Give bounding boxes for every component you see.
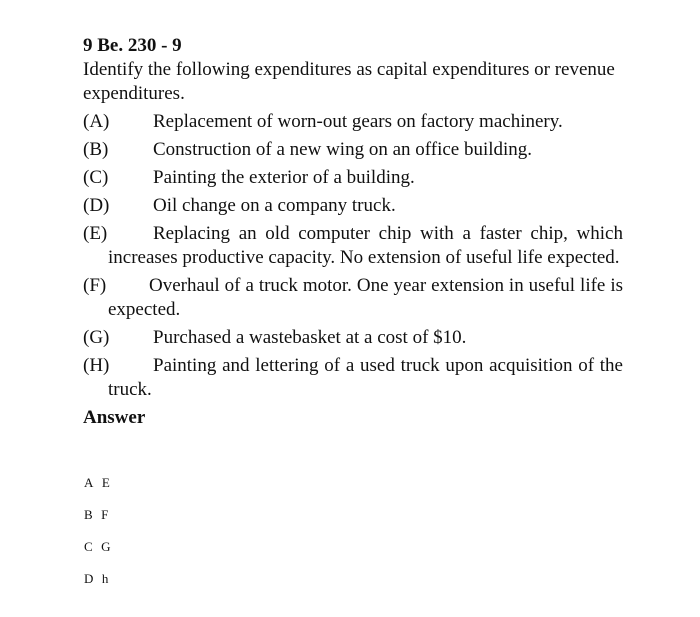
item-b [83, 138, 623, 162]
item-tag: (F) [83, 275, 107, 296]
answer-left: D [84, 571, 94, 586]
item-tag: (H) [83, 355, 110, 376]
item-text: Painting the exterior of a building. [153, 167, 415, 188]
answer-row [84, 507, 111, 523]
question-block [83, 34, 623, 430]
item-text: Painting and lettering of a used truck upon acquisition of the truck. [108, 355, 623, 400]
item-text: Replacing an old computer chip with a faster chip, which increases productive capacity. No extension of useful life expected. [108, 223, 623, 268]
answer-left: A [84, 475, 94, 490]
item-f [83, 274, 623, 322]
answer-left: B [84, 507, 94, 522]
answer-row [84, 475, 111, 491]
item-h [83, 354, 623, 402]
item-text: Purchased a wastebasket at a cost of $10. [153, 327, 467, 348]
item-tag: (A) [83, 111, 110, 132]
answer-row [84, 571, 111, 587]
item-c [83, 166, 623, 190]
item-text: Oil change on a company truck. [153, 195, 396, 216]
item-text: Replacement of worn-out gears on factory machinery. [153, 111, 563, 132]
question-heading: 9 Be. 230 - 9 [83, 35, 182, 56]
answer-list [84, 475, 111, 603]
item-g [83, 326, 623, 350]
item-tag: (G) [83, 327, 110, 348]
answer-right: E [101, 475, 111, 490]
answer-right: G [101, 539, 112, 554]
answer-heading: Answer [83, 407, 146, 428]
item-d [83, 194, 623, 218]
answer-right: h [101, 571, 109, 586]
answer-right: F [101, 507, 109, 522]
item-tag: (B) [83, 139, 109, 160]
item-text: Construction of a new wing on an office building. [153, 139, 533, 160]
item-a [83, 110, 623, 134]
answer-left: C [84, 539, 94, 554]
question-intro: Identify the following expenditures as capital expenditures or revenue expenditures. [83, 59, 615, 104]
item-text: Overhaul of a truck motor. One year extension in useful life is expected. [108, 275, 623, 320]
item-e [83, 222, 623, 270]
answer-row [84, 539, 111, 555]
item-tag: (C) [83, 167, 109, 188]
item-tag: (E) [83, 223, 108, 244]
item-tag: (D) [83, 195, 110, 216]
